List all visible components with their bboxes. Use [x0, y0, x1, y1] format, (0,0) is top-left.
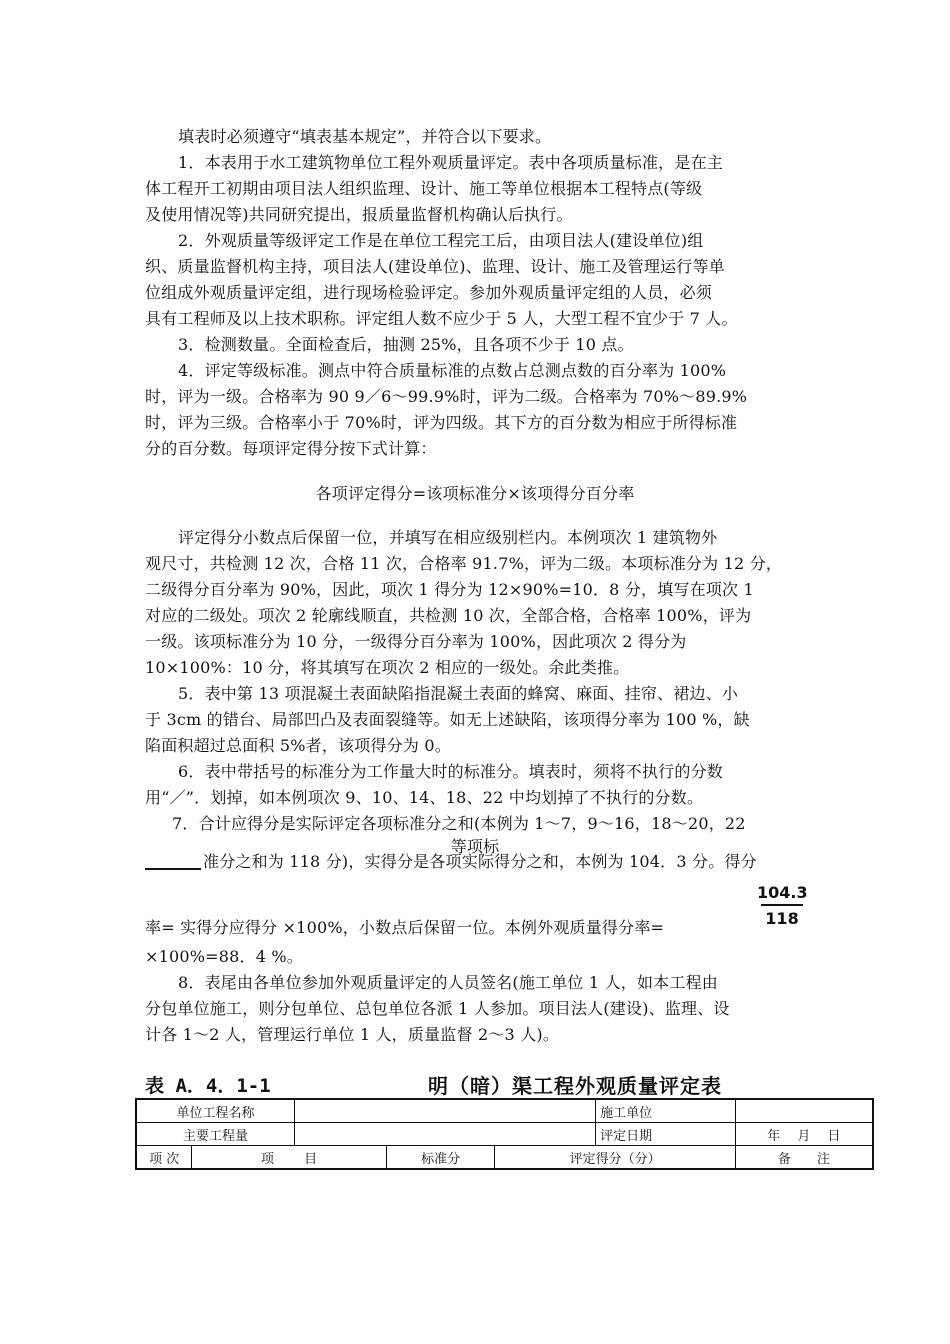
text-line: 于 3cm 的错台、局部凹凸及表面裂缝等。如无上述缺陷，该项得分率为 100 %，缺 [145, 710, 750, 729]
column-header: 项 次 [136, 1146, 192, 1170]
text-line: 体工程开工初期由项目法人组织监理、设计、施工等单位根据本工程特点(等级 [145, 179, 703, 198]
fraction-numerator: 104.3 [757, 883, 808, 902]
text-line: 陷面积超过总面积 5%者，该项得分为 0。 [145, 736, 451, 755]
text-line: 分包单位施工，则分包单位、总包单位各派 1 人参加。项目法人(建设)、监理、设 [145, 999, 730, 1018]
text-line: 率= 实得分应得分 ×100%，小数点后保留一位。本例外观质量得分率= [145, 918, 665, 937]
label-cell: 施工单位 [596, 1099, 736, 1123]
intro-line: 填表时必须遵守“填表基本规定”，并符合以下要求。 [178, 127, 552, 146]
table-row [136, 1099, 873, 1123]
text-line: 8．表尾由各单位参加外观质量评定的人员签名(施工单位 1 人，如本工程由 [178, 973, 718, 992]
text-line: 时，评为一级。合格率为 90 9／6～99.9%时，评为二级。合格率为 70%～89.9% [145, 387, 748, 406]
horizontal-rule [145, 868, 201, 870]
table-header-row [136, 1146, 873, 1170]
text-line: 5．表中第 13 项混凝土表面缺陷指混凝土表面的蜂窝、麻面、挂帘、裙边、小 [178, 684, 739, 703]
label-cell: 评定日期 [596, 1123, 736, 1146]
text-line: 3．检测数量。全面检查后，抽测 25%，且各项不少于 10 点。 [178, 335, 634, 354]
column-header: 备 注 [735, 1146, 873, 1170]
table-number: 表 A．4．1-1 [145, 1075, 271, 1097]
text-line: ×100%=88．4 %。 [145, 947, 303, 966]
fraction-bar [761, 904, 803, 906]
text-line: 时，评为三级。合格率小于 70%时，评为四级。其下方的百分数为相应于所得标准 [145, 413, 738, 432]
text-line: 准分之和为 118 分)，实得分是各项实际得分之和，本例为 104．3 分。得分 [203, 852, 757, 871]
date-cell[interactable]: 年 月 日 [735, 1123, 873, 1146]
table-row [136, 1123, 873, 1146]
text-line: 及使用情况等)共同研究提出，报质量监督机构确认后执行。 [145, 205, 573, 224]
column-header: 项 目 [192, 1146, 386, 1170]
evaluation-table [135, 1098, 874, 1170]
text-line: 用“／”．划掉，如本例项次 9、10、14、18、22 中均划掉了不执行的分数。 [145, 788, 704, 807]
text-line: 2．外观质量等级评定工作是在单位工程完工后，由项目法人(建设单位)组 [178, 231, 704, 250]
text-line: 观尺寸，共检测 12 次，合格 11 次，合格率 91.7%，评为二级。本项标准分为 12 分， [145, 554, 783, 573]
label-cell: 单位工程名称 [136, 1099, 295, 1123]
text-line: 位组成外观质量评定组，进行现场检验评定。参加外观质量评定组的人员，必须 [145, 283, 713, 302]
text-line: 4．评定等级标准。测点中符合质量标准的点数占总测点数的百分率为 100% [178, 361, 727, 380]
text-line: 7．合计应得分是实际评定各项标准分之和(本例为 1～7，9～16，18～20，22 [172, 814, 746, 833]
text-line-centered: 等项标 [450, 837, 500, 856]
input-cell[interactable] [295, 1099, 596, 1123]
text-line: 10×100%：10 分，将其填写在项次 2 相应的一级处。余此类推。 [145, 658, 630, 677]
fraction-denominator: 118 [765, 909, 799, 928]
label-cell: 主要工程量 [136, 1123, 295, 1146]
column-header: 评定得分（分） [495, 1146, 735, 1170]
text-line: 计各 1～2 人，管理运行单位 1 人，质量监督 2～3 人)。 [145, 1025, 560, 1044]
text-line: 一级。该项标准分为 10 分，一级得分百分率为 100%，因此项次 2 得分为 [145, 632, 687, 651]
input-cell[interactable] [735, 1099, 873, 1123]
text-line: 具有工程师及以上技术职称。评定组人数不应少于 5 人，大型工程不宜少于 7 人。 [145, 309, 738, 328]
text-line: 分的百分数。每项评定得分按下式计算： [145, 439, 437, 458]
formula: 各项评定得分=该项标准分×该项得分百分率 [315, 484, 635, 503]
text-line: 6．表中带括号的标准分为工作量大时的标准分。填表时，须将不执行的分数 [178, 762, 723, 781]
input-cell[interactable] [295, 1123, 596, 1146]
text-line: 二级得分百分率为 90%，因此，项次 1 得分为 12×90%=10．8 分，填写在项次 1 [145, 580, 754, 599]
text-line: 对应的二级处。项次 2 轮廓线顺直，共检测 10 次，全部合格，合格率 100%，评为 [145, 606, 752, 625]
text-line: 织、质量监督机构主持，项目法人(建设单位)、监理、设计、施工及管理运行等单 [145, 257, 725, 276]
table-title: 明（暗）渠工程外观质量评定表 [428, 1074, 722, 1098]
text-line: 评定得分小数点后保留一位，并填写在相应级别栏内。本例项次 1 建筑物外 [178, 528, 718, 547]
column-header: 标准分 [386, 1146, 495, 1170]
text-line: 1．本表用于水工建筑物单位工程外观质量评定。表中各项质量标准，是在主 [178, 153, 723, 172]
